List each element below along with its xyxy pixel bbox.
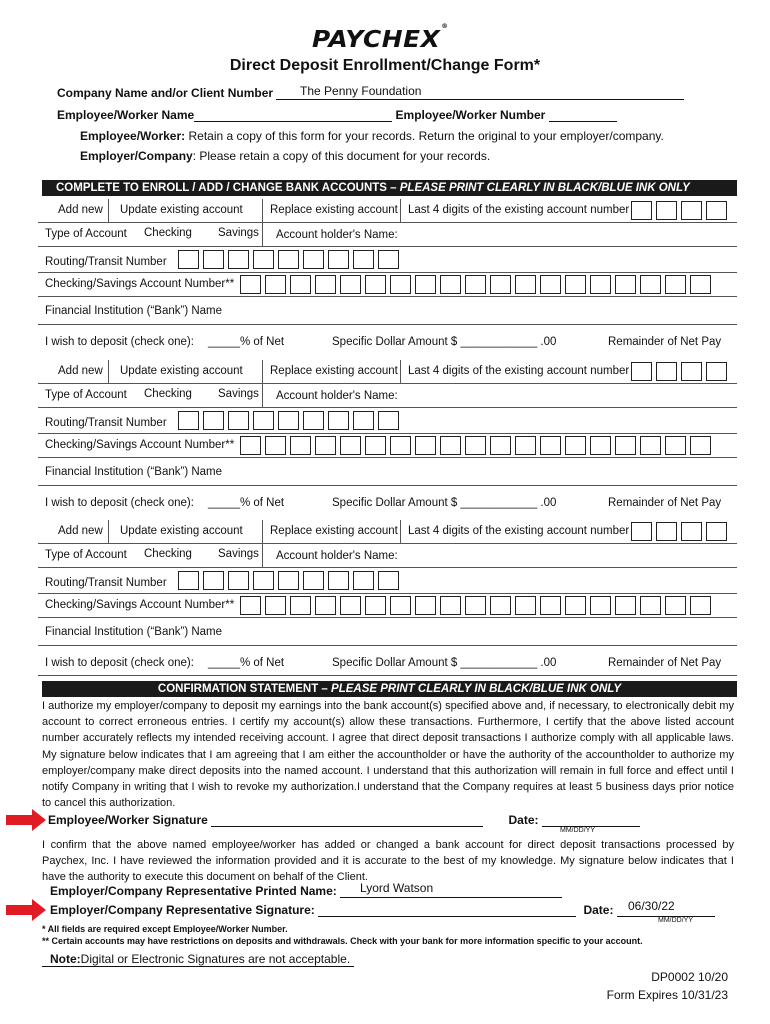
digit-box[interactable] <box>565 436 586 455</box>
digit-box[interactable] <box>565 275 586 294</box>
digit-box[interactable] <box>706 201 727 220</box>
account-number-boxes <box>240 275 711 294</box>
type-of-account-label: Type of Account <box>45 389 127 401</box>
rep-date-value: 06/30/22 <box>628 899 675 913</box>
digit-box[interactable] <box>340 436 361 455</box>
digit-box[interactable] <box>640 275 661 294</box>
rep-printed-name-label: Employer/Company Representative Printed Name: <box>50 884 337 898</box>
digit-box[interactable] <box>515 275 536 294</box>
digit-box[interactable] <box>315 275 336 294</box>
digit-box[interactable] <box>390 275 411 294</box>
digit-box[interactable] <box>465 275 486 294</box>
digit-box[interactable] <box>390 436 411 455</box>
digit-box[interactable] <box>465 436 486 455</box>
bank-account-block-1 <box>38 199 737 359</box>
note-divider <box>42 966 354 967</box>
divider <box>108 199 109 223</box>
digit-box[interactable] <box>253 411 274 430</box>
digit-box[interactable] <box>440 596 461 615</box>
deposit-label: I wish to deposit (check one): <box>45 497 194 509</box>
account-holder-label: Account holder's Name: <box>276 550 398 562</box>
divider <box>400 360 401 384</box>
digit-box[interactable] <box>240 596 261 615</box>
digit-box[interactable] <box>203 411 224 430</box>
digit-box[interactable] <box>415 436 436 455</box>
digit-box[interactable] <box>540 275 561 294</box>
authorization-statement: I authorize my employer/company to deposit my earnings into the bank account(s) specified above and, if necessary, to electronically debit my account to correct erroneous entries. I certify my account(s) allow these transactions. Furthermore, I certify that the above listed account number accurately reflects my intended receiving account. I agree that direct deposit transactions I authorize comply with all applicable laws. My signature below indicates that I am agreeing that I am either the accountholder or have the authority of the accountholder to authorize my employer/company make direct deposits into the named account. I understand that this authorization will remain in full force and effect until I notify Company in writing that I wish to revoke my authorization.I understand that the Company requires at least 5 business days prior notice to cancel this authorization. <box>42 700 734 810</box>
routing-boxes <box>178 250 399 269</box>
last4-label: Last 4 digits of the existing account number <box>408 365 630 377</box>
employer-confirmation: I confirm that the above named employee/worker has added or changed a bank account for direct deposit transactions processed by Paychex, Inc. I have reviewed the information provided and it is accurate to the best of my knowledge. My signature below indicates that I have the authority to execute this document on behalf of the Client. <box>42 839 734 884</box>
type-of-account-label: Type of Account <box>45 549 127 561</box>
digit-box[interactable] <box>665 436 686 455</box>
digit-box[interactable] <box>240 436 261 455</box>
digit-box[interactable] <box>615 275 636 294</box>
form-title: Direct Deposit Enrollment/Change Form* <box>229 57 541 74</box>
last4-label: Last 4 digits of the existing account number <box>408 204 630 216</box>
remainder-option[interactable]: Remainder of Net Pay <box>608 497 722 509</box>
add-new-option[interactable]: Add new <box>58 365 103 377</box>
digit-box[interactable] <box>278 571 299 590</box>
routing-boxes <box>178 411 399 430</box>
remainder-option[interactable]: Remainder of Net Pay <box>608 336 722 348</box>
checking-option[interactable]: Checking <box>144 388 192 400</box>
digit-box[interactable] <box>690 275 711 294</box>
digit-box[interactable] <box>656 201 677 220</box>
update-existing-option[interactable]: Update existing account <box>120 525 243 537</box>
digit-box[interactable] <box>228 250 249 269</box>
digit-box[interactable] <box>353 571 374 590</box>
institution-label: Financial Institution (“Bank”) Name <box>45 466 223 478</box>
digit-box[interactable] <box>378 250 399 269</box>
rep-signature-field[interactable] <box>318 905 576 917</box>
checking-option[interactable]: Checking <box>144 227 192 239</box>
divider <box>108 520 109 544</box>
employee-row <box>57 108 617 122</box>
digit-box[interactable] <box>178 571 199 590</box>
digit-box[interactable] <box>415 596 436 615</box>
signature-note: Note:Digital or Electronic Signatures are not acceptable. <box>50 952 351 966</box>
percent-net-option[interactable]: _____% of Net <box>208 336 285 348</box>
replace-existing-option[interactable]: Replace existing account <box>270 365 398 377</box>
footnote-required: * All fields are required except Employee/Worker Number. <box>42 924 288 934</box>
employee-number-label: Employee/Worker Number <box>395 108 546 122</box>
digit-box[interactable] <box>615 436 636 455</box>
digit-box[interactable] <box>706 362 727 381</box>
digit-box[interactable] <box>278 411 299 430</box>
digit-box[interactable] <box>631 201 652 220</box>
digit-box[interactable] <box>303 250 324 269</box>
digit-box[interactable] <box>178 250 199 269</box>
employee-name-label: Employee/Worker Name <box>57 108 195 122</box>
digit-box[interactable] <box>265 275 286 294</box>
digit-box[interactable] <box>340 596 361 615</box>
digit-box[interactable] <box>590 275 611 294</box>
digit-box[interactable] <box>178 411 199 430</box>
employee-name-field[interactable] <box>194 109 392 122</box>
employee-number-field[interactable] <box>549 109 617 122</box>
arrow-icon <box>6 809 46 831</box>
footnote-restrictions: ** Certain accounts may have restrictions on deposits and withdrawals. Check with your bank for more information specific to your account. <box>42 936 643 946</box>
employee-date-field[interactable] <box>542 815 640 827</box>
routing-label: Routing/Transit Number <box>45 577 167 589</box>
digit-box[interactable] <box>540 596 561 615</box>
bank-account-block-3 <box>38 520 737 680</box>
digit-box[interactable] <box>240 275 261 294</box>
specific-amount-option[interactable]: Specific Dollar Amount $ ____________ .00 <box>332 497 557 509</box>
digit-box[interactable] <box>290 596 311 615</box>
digit-box[interactable] <box>290 436 311 455</box>
digit-box[interactable] <box>378 571 399 590</box>
divider <box>400 199 401 223</box>
digit-box[interactable] <box>565 596 586 615</box>
specific-amount-option[interactable]: Specific Dollar Amount $ ____________ .00 <box>332 657 557 669</box>
account-number-boxes <box>240 436 711 455</box>
company-name-label: Company Name and/or Client Number <box>57 86 274 100</box>
digit-box[interactable] <box>390 596 411 615</box>
digit-box[interactable] <box>656 362 677 381</box>
digit-box[interactable] <box>665 275 686 294</box>
deposit-label: I wish to deposit (check one): <box>45 336 194 348</box>
digit-box[interactable] <box>490 436 511 455</box>
account-holder-label: Account holder's Name: <box>276 229 398 241</box>
digit-box[interactable] <box>656 522 677 541</box>
rep-date-format: MM/DD/YY <box>658 917 693 924</box>
institution-label: Financial Institution (“Bank”) Name <box>45 626 223 638</box>
form-expires: Form Expires 10/31/23 <box>606 988 728 1002</box>
last4-boxes <box>631 522 727 541</box>
digit-box[interactable] <box>353 411 374 430</box>
digit-box[interactable] <box>378 411 399 430</box>
digit-box[interactable] <box>315 436 336 455</box>
digit-box[interactable] <box>253 571 274 590</box>
form-id: DP0002 10/20 <box>651 970 728 984</box>
savings-option[interactable]: Savings <box>218 548 259 560</box>
digit-box[interactable] <box>328 250 349 269</box>
employee-date-label: Date: <box>508 813 539 827</box>
account-number-label: Checking/Savings Account Number** <box>45 278 235 290</box>
digit-box[interactable] <box>590 436 611 455</box>
checking-option[interactable]: Checking <box>144 548 192 560</box>
company-name-value: The Penny Foundation <box>300 84 422 98</box>
digit-box[interactable] <box>681 362 702 381</box>
digit-box[interactable] <box>228 571 249 590</box>
routing-label: Routing/Transit Number <box>45 256 167 268</box>
digit-box[interactable] <box>490 275 511 294</box>
digit-box[interactable] <box>515 596 536 615</box>
digit-box[interactable] <box>340 275 361 294</box>
digit-box[interactable] <box>631 522 652 541</box>
digit-box[interactable] <box>203 250 224 269</box>
rep-date-label: Date: <box>583 903 614 917</box>
digit-box[interactable] <box>640 596 661 615</box>
account-number-label: Checking/Savings Account Number** <box>45 439 235 451</box>
digit-box[interactable] <box>303 571 324 590</box>
type-of-account-label: Type of Account <box>45 228 127 240</box>
deposit-label: I wish to deposit (check one): <box>45 657 194 669</box>
add-new-option[interactable]: Add new <box>58 204 103 216</box>
digit-box[interactable] <box>365 596 386 615</box>
account-number-boxes <box>240 596 711 615</box>
rep-printed-name-row <box>50 884 562 898</box>
digit-box[interactable] <box>353 250 374 269</box>
enroll-section-bar: COMPLETE TO ENROLL / ADD / CHANGE BANK ACCOUNTS – PLEASE PRINT CLEARLY IN BLACK/BLUE INK ONLY <box>42 180 737 196</box>
last4-boxes <box>631 201 727 220</box>
replace-existing-option[interactable]: Replace existing account <box>270 525 398 537</box>
account-holder-label: Account holder's Name: <box>276 390 398 402</box>
update-existing-option[interactable]: Update existing account <box>120 365 243 377</box>
digit-box[interactable] <box>681 522 702 541</box>
routing-boxes <box>178 571 399 590</box>
employee-note: Employee/Worker: Retain a copy of this form for your records. Return the original to your employer/company. <box>80 129 664 143</box>
digit-box[interactable] <box>253 250 274 269</box>
digit-box[interactable] <box>515 436 536 455</box>
digit-box[interactable] <box>203 571 224 590</box>
digit-box[interactable] <box>465 596 486 615</box>
confirmation-bar: CONFIRMATION STATEMENT – PLEASE PRINT CLEARLY IN BLACK/BLUE INK ONLY <box>42 681 737 697</box>
rep-printed-name-value: Lyord Watson <box>360 881 434 895</box>
digit-box[interactable] <box>690 596 711 615</box>
rep-signature-row <box>50 903 715 917</box>
digit-box[interactable] <box>681 201 702 220</box>
digit-box[interactable] <box>365 436 386 455</box>
replace-existing-option[interactable]: Replace existing account <box>270 204 398 216</box>
digit-box[interactable] <box>328 411 349 430</box>
digit-box[interactable] <box>631 362 652 381</box>
digit-box[interactable] <box>290 275 311 294</box>
update-existing-option[interactable]: Update existing account <box>120 204 243 216</box>
routing-label: Routing/Transit Number <box>45 417 167 429</box>
digit-box[interactable] <box>690 436 711 455</box>
digit-box[interactable] <box>315 596 336 615</box>
digit-box[interactable] <box>615 596 636 615</box>
percent-net-option[interactable]: _____% of Net <box>208 657 285 669</box>
digit-box[interactable] <box>590 596 611 615</box>
digit-box[interactable] <box>540 436 561 455</box>
savings-option[interactable]: Savings <box>218 388 259 400</box>
savings-option[interactable]: Savings <box>218 227 259 239</box>
employer-note: Employer/Company: Please retain a copy of this document for your records. <box>80 149 491 163</box>
employee-signature-field[interactable] <box>211 815 483 827</box>
divider <box>108 360 109 384</box>
percent-net-option[interactable]: _____% of Net <box>208 497 285 509</box>
digit-box[interactable] <box>365 275 386 294</box>
paychex-logo: PAYCHEX® <box>312 23 449 53</box>
employee-signature-label: Employee/Worker Signature <box>48 813 208 827</box>
digit-box[interactable] <box>278 250 299 269</box>
digit-box[interactable] <box>415 275 436 294</box>
divider <box>400 520 401 544</box>
digit-box[interactable] <box>706 522 727 541</box>
digit-box[interactable] <box>265 596 286 615</box>
digit-box[interactable] <box>265 436 286 455</box>
specific-amount-option[interactable]: Specific Dollar Amount $ ____________ .00 <box>332 336 557 348</box>
digit-box[interactable] <box>328 571 349 590</box>
employee-signature-row <box>48 813 640 827</box>
account-number-label: Checking/Savings Account Number** <box>45 599 235 611</box>
digit-box[interactable] <box>228 411 249 430</box>
digit-box[interactable] <box>665 596 686 615</box>
last4-label: Last 4 digits of the existing account number <box>408 525 630 537</box>
last4-boxes <box>631 362 727 381</box>
digit-box[interactable] <box>303 411 324 430</box>
rep-signature-label: Employer/Company Representative Signature: <box>50 903 315 917</box>
employee-date-format: MM/DD/YY <box>560 827 595 834</box>
digit-box[interactable] <box>640 436 661 455</box>
digit-box[interactable] <box>490 596 511 615</box>
remainder-option[interactable]: Remainder of Net Pay <box>608 657 722 669</box>
arrow-icon <box>6 899 46 921</box>
add-new-option[interactable]: Add new <box>58 525 103 537</box>
digit-box[interactable] <box>440 275 461 294</box>
digit-box[interactable] <box>440 436 461 455</box>
bank-account-block-2 <box>38 360 737 520</box>
institution-label: Financial Institution (“Bank”) Name <box>45 305 223 317</box>
